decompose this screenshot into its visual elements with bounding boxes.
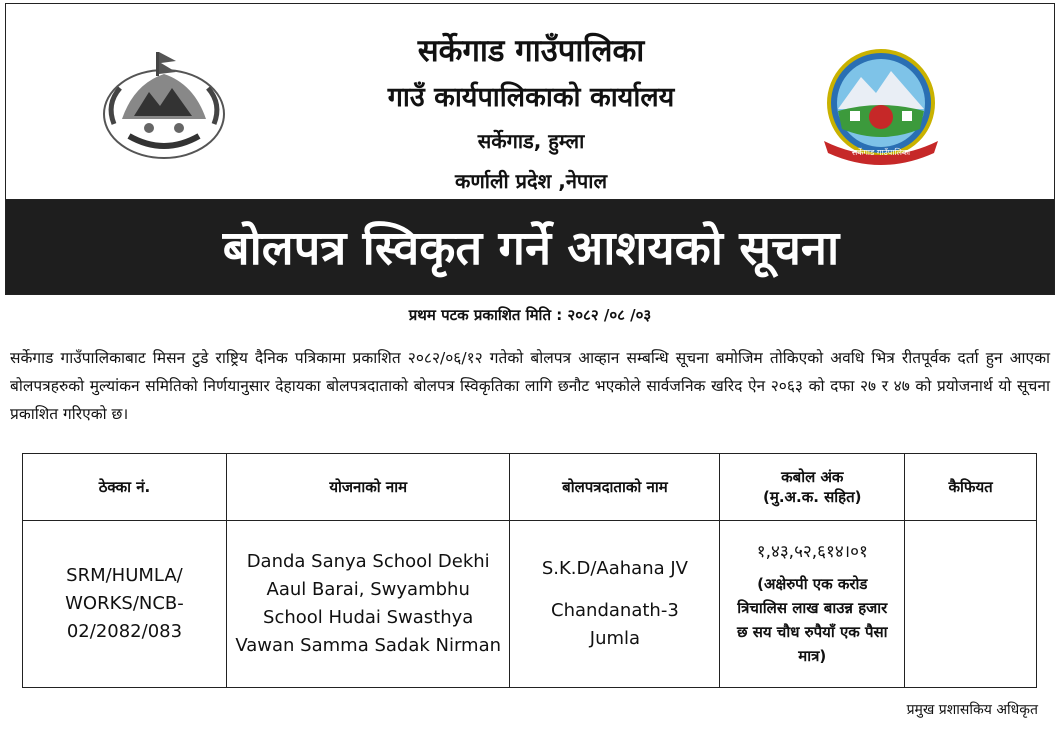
bidder-name: S.K.D/Aahana JV: [541, 558, 688, 579]
header-bid-amount-line2: (मु.अ.क. सहित): [763, 488, 862, 506]
bidder-address: Chandanath-3 Jumla: [551, 600, 679, 649]
publication-date: प्रथम पटक प्रकाशित मिति : २०८२ /०८ /०३: [408, 306, 652, 324]
logo-text: सर्केगाड गाउँपालिका: [851, 148, 911, 157]
bid-amount-figure: १,४३,५२,६१४।०१: [756, 542, 868, 562]
tender-table: [22, 453, 1037, 688]
cell-bidder: [510, 521, 720, 688]
cell-contract-no: SRM/HUMLA/ WORKS/NCB- 02/2082/083: [23, 521, 227, 688]
header-contract-no: ठेक्का नं.: [23, 454, 227, 521]
notice-body: सर्केगाड गाउँपालिकाबाट मिसन टुडे राष्ट्रिय दैनिक पत्रिकामा प्रकाशित २०८२/०६/१२ गतेको बोलपत्र आव्हान सम्बन्धि सूचना बमोजिम तोकिएको अवधि भित्र रीतपूर्वक दर्ता हुन आएका बोलपत्रहरुको मुल्यांकन समितिको निर्णयानुसार देहायका बोलपत्रदाताको बोलपत्र स्विकृतिका लागि छनौट भएकोले सार्वजनिक खरिद ऐन २०६३ को दफा २७ र ४७ को प्रयोजनार्थ यो सूचना प्रकाशित गरिएको छ।: [10, 349, 1050, 423]
office-location: सर्केगाड, हुम्ला: [477, 129, 585, 153]
table-row: [23, 521, 1037, 688]
header-bidder-name: बोलपत्रदाताको नाम: [510, 454, 720, 521]
header-project-name: योजनाको नाम: [226, 454, 510, 521]
province-country: कर्णाली प्रदेश ,नेपाल: [454, 169, 608, 193]
municipality-name: सर्केगाड गाउँपालिका: [417, 33, 645, 69]
notice-title-banner: [5, 199, 1055, 295]
cell-remarks: [905, 521, 1037, 688]
notice-title: बोलपत्र स्विकृत गर्ने आशयको सूचना: [222, 221, 840, 276]
header-bid-amount: [720, 454, 905, 521]
header-bid-amount-line1: कबोल अंक: [781, 468, 844, 486]
signatory-title: प्रमुख प्रशासकिय अधिकृत: [906, 702, 1038, 718]
cell-bid-amount: [720, 521, 905, 688]
table-header-row: [23, 454, 1037, 521]
bid-amount-words: (अक्षेरुपी एक करोड त्रिचालिस लाख बाउन्न हजार छ सय चौध रुपैयाँ एक पैसा मात्र): [737, 575, 888, 665]
header-remarks: कैफियत: [905, 454, 1037, 521]
office-name: गाउँ कार्यपालिकाको कार्यालय: [387, 82, 675, 113]
municipality-logo-icon: [816, 49, 946, 167]
header-section: [5, 3, 1055, 199]
cell-project-name: Danda Sanya School Dekhi Aaul Barai, Swyambhu School Hudai Swasthya Vawan Samma Sadak Nirman: [226, 521, 510, 688]
